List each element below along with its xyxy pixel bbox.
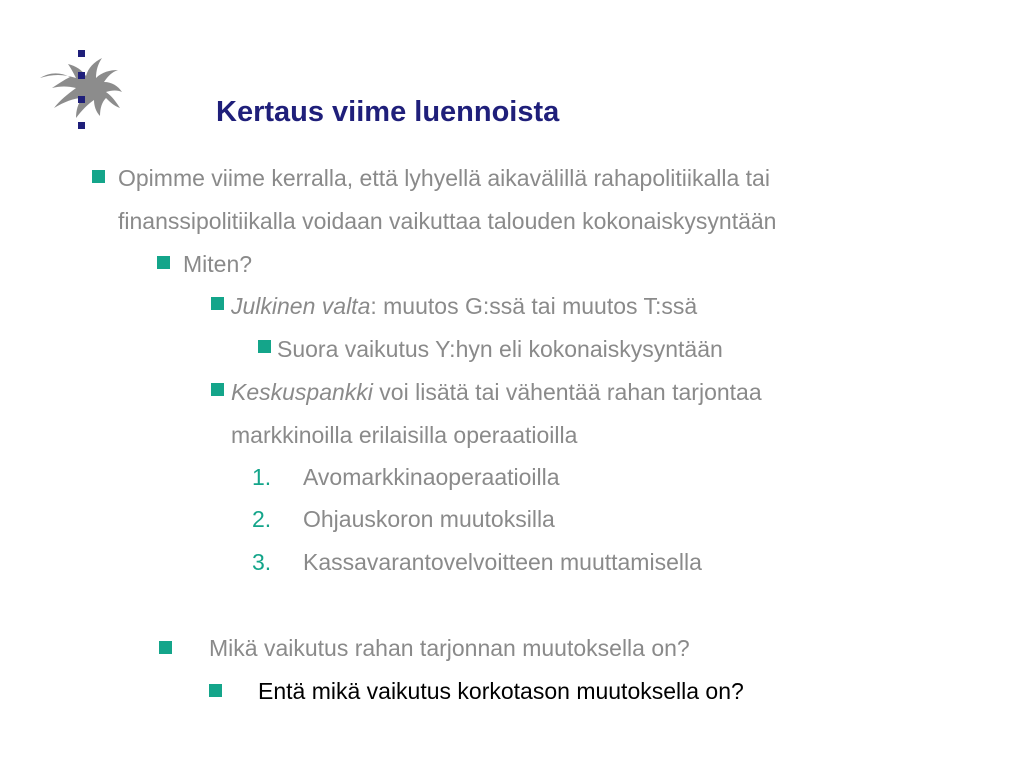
sub-bullet-suora-vaikutus: Suora vaikutus Y:hyn eli kokonaiskysyntään [277, 336, 723, 362]
numbered-item-1-number: 1. [252, 464, 272, 490]
sub-bullet-keskuspankki [231, 378, 762, 406]
bullet-marker [211, 383, 224, 396]
sub-bullet-miten: Miten? [183, 251, 253, 277]
bullet-marker [92, 170, 105, 183]
university-logo-icon [36, 44, 126, 136]
bullet-marker [159, 641, 172, 654]
sub-bullet-julkinen-valta [231, 292, 697, 320]
keskuspankki-text: voi lisätä tai vähentää rahan tarjontaa [372, 379, 762, 405]
keskuspankki-term: Keskuspankki [231, 379, 373, 405]
numbered-item-2-number: 2. [252, 506, 272, 532]
slide-title: Kertaus viime luennoista [216, 96, 560, 128]
bullet-marker [209, 684, 222, 697]
question-2: Entä mikä vaikutus korkotason muutoksella on? [258, 678, 744, 704]
question-1: Mikä vaikutus rahan tarjonnan muutoksella on? [209, 635, 690, 661]
bullet-marker [157, 256, 170, 269]
bullet-marker [258, 340, 271, 353]
julkinen-valta-text: : muutos G:ssä tai muutos T:ssä [370, 293, 698, 319]
numbered-item-3-text: Kassavarantovelvoitteen muuttamisella [303, 549, 702, 575]
bullet-1-line-2: finanssipolitiikalla voidaan vaikuttaa talouden kokonaiskysyntään [118, 208, 777, 234]
numbered-item-3-number: 3. [252, 549, 272, 575]
numbered-item-1-text: Avomarkkinaoperaatioilla [303, 464, 560, 490]
sub-bullet-keskuspankki-line-2: markkinoilla erilaisilla operaatioilla [231, 422, 578, 448]
numbered-item-2-text: Ohjauskoron muutoksilla [303, 506, 555, 532]
bullet-1-line-1: Opimme viime kerralla, että lyhyellä aikavälillä rahapolitiikalla tai [118, 165, 770, 191]
bullet-marker [211, 297, 224, 310]
julkinen-valta-term: Julkinen valta [231, 293, 371, 319]
